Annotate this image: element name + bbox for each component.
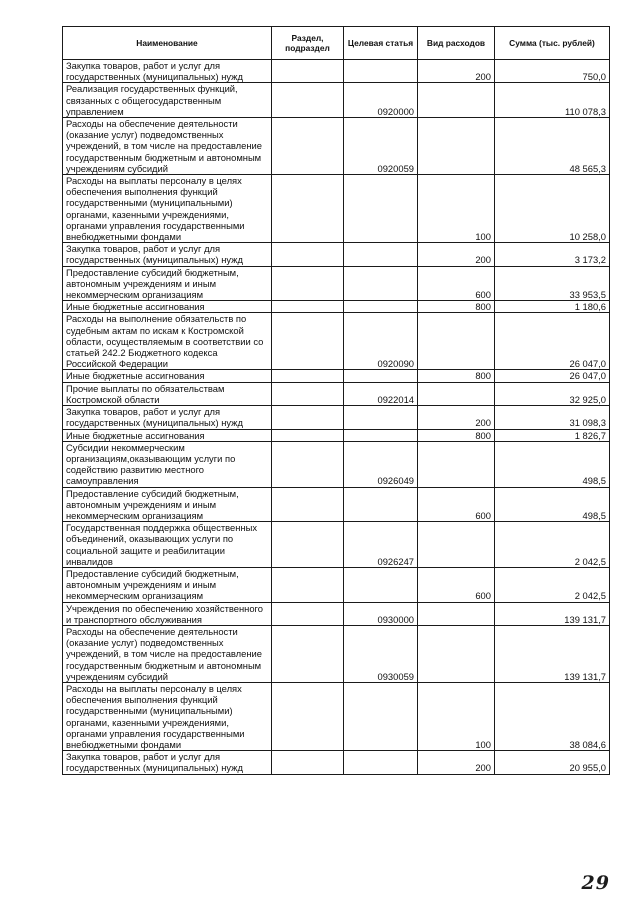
cell-name: Иные бюджетные ассигнования (63, 301, 272, 313)
table-row (63, 243, 610, 266)
header-row (63, 27, 610, 60)
cell-kind: 200 (418, 751, 495, 774)
cell-name: Иные бюджетные ассигнования (63, 429, 272, 441)
cell-article: 0920000 (344, 83, 418, 118)
cell-kind (418, 522, 495, 568)
page-number: 29 (581, 872, 610, 894)
cell-article: 0922014 (344, 382, 418, 405)
table-body (63, 60, 610, 775)
cell-sum: 498,5 (495, 487, 610, 522)
cell-article (344, 175, 418, 243)
cell-kind (418, 83, 495, 118)
cell-sum: 20 955,0 (495, 751, 610, 774)
cell-name: Закупка товаров, работ и услуг для государственных (муниципальных) нужд (63, 60, 272, 83)
cell-article (344, 370, 418, 382)
cell-kind (418, 441, 495, 487)
cell-name: Закупка товаров, работ и услуг для государственных (муниципальных) нужд (63, 243, 272, 266)
cell-kind: 800 (418, 370, 495, 382)
cell-article (344, 429, 418, 441)
cell-section (272, 625, 344, 682)
table-row (63, 83, 610, 118)
cell-name: Закупка товаров, работ и услуг для государственных (муниципальных) нужд (63, 751, 272, 774)
table-row (63, 429, 610, 441)
header-article: Целевая статья (344, 27, 418, 60)
cell-article: 0926247 (344, 522, 418, 568)
cell-name: Учреждения по обеспечению хозяйственного и транспортного обслуживания (63, 602, 272, 625)
cell-name: Государственная поддержка общественных объединений, оказывающих услуги по социальной защите и реабилитации инвалидов (63, 522, 272, 568)
cell-kind (418, 118, 495, 175)
table-row (63, 301, 610, 313)
table-row (63, 522, 610, 568)
cell-section (272, 487, 344, 522)
cell-article: 0930059 (344, 625, 418, 682)
cell-section (272, 83, 344, 118)
cell-sum: 38 084,6 (495, 682, 610, 750)
cell-sum: 32 925,0 (495, 382, 610, 405)
cell-section (272, 382, 344, 405)
cell-sum: 26 047,0 (495, 370, 610, 382)
cell-article: 0930000 (344, 602, 418, 625)
cell-sum: 1 826,7 (495, 429, 610, 441)
cell-kind: 100 (418, 175, 495, 243)
cell-article (344, 266, 418, 301)
cell-article (344, 567, 418, 602)
cell-article: 0926049 (344, 441, 418, 487)
cell-name: Прочие выплаты по обязательствам Костромской области (63, 382, 272, 405)
cell-name: Расходы на выполнение обязательств по судебным актам по искам к Костромской области, осуществляемым в соответствии со статьей 242.2 Бюджетного кодекса Российской Федерации (63, 313, 272, 370)
cell-sum: 2 042,5 (495, 522, 610, 568)
table-row (63, 406, 610, 429)
header-section: Раздел, подраздел (272, 27, 344, 60)
cell-kind (418, 382, 495, 405)
table-row (63, 487, 610, 522)
cell-section (272, 682, 344, 750)
cell-article (344, 243, 418, 266)
cell-section (272, 266, 344, 301)
cell-kind: 200 (418, 243, 495, 266)
cell-section (272, 522, 344, 568)
cell-sum: 1 180,6 (495, 301, 610, 313)
cell-sum: 31 098,3 (495, 406, 610, 429)
cell-article (344, 60, 418, 83)
cell-name: Субсидии некоммерческим организациям,оказывающим услуги по содействию развитию местного самоуправления (63, 441, 272, 487)
table-row (63, 441, 610, 487)
cell-name: Реализация государственных функций, связанных с общегосударственным управлением (63, 83, 272, 118)
table-row (63, 682, 610, 750)
cell-name: Расходы на выплаты персоналу в целях обеспечения выполнения функций государственными (муниципальными) органами, казенными учреждениями, органами управления государственными внебюджетными фондами (63, 175, 272, 243)
cell-section (272, 243, 344, 266)
cell-section (272, 370, 344, 382)
cell-sum: 750,0 (495, 60, 610, 83)
cell-article: 0920090 (344, 313, 418, 370)
cell-article (344, 301, 418, 313)
cell-kind: 600 (418, 266, 495, 301)
table-row (63, 625, 610, 682)
cell-section (272, 175, 344, 243)
cell-kind (418, 313, 495, 370)
cell-sum: 498,5 (495, 441, 610, 487)
table-row (63, 567, 610, 602)
cell-sum: 3 173,2 (495, 243, 610, 266)
cell-sum: 48 565,3 (495, 118, 610, 175)
table-row (63, 118, 610, 175)
cell-sum: 10 258,0 (495, 175, 610, 243)
cell-name: Предоставление субсидий бюджетным, автономным учреждениям и иным некоммерческим организациям (63, 266, 272, 301)
cell-kind: 100 (418, 682, 495, 750)
cell-article (344, 487, 418, 522)
cell-sum: 110 078,3 (495, 83, 610, 118)
cell-kind (418, 625, 495, 682)
cell-article: 0920059 (344, 118, 418, 175)
cell-name: Иные бюджетные ассигнования (63, 370, 272, 382)
cell-name: Закупка товаров, работ и услуг для государственных (муниципальных) нужд (63, 406, 272, 429)
table-row (63, 175, 610, 243)
table-header (63, 27, 610, 60)
cell-sum: 2 042,5 (495, 567, 610, 602)
cell-article (344, 682, 418, 750)
cell-section (272, 313, 344, 370)
header-name: Наименование (63, 27, 272, 60)
cell-kind: 600 (418, 487, 495, 522)
cell-sum: 139 131,7 (495, 625, 610, 682)
cell-sum: 33 953,5 (495, 266, 610, 301)
cell-name: Предоставление субсидий бюджетным, автономным учреждениям и иным некоммерческим организациям (63, 487, 272, 522)
cell-kind: 800 (418, 429, 495, 441)
header-sum: Сумма (тыс. рублей) (495, 27, 610, 60)
cell-section (272, 60, 344, 83)
table-row (63, 266, 610, 301)
cell-kind (418, 602, 495, 625)
cell-section (272, 751, 344, 774)
cell-kind: 800 (418, 301, 495, 313)
cell-section (272, 118, 344, 175)
cell-article (344, 751, 418, 774)
cell-sum: 139 131,7 (495, 602, 610, 625)
budget-table (62, 26, 610, 775)
cell-name: Расходы на выплаты персоналу в целях обеспечения выполнения функций государственными (муниципальными) органами, казенными учреждениями, органами управления государственными внебюджетными фондами (63, 682, 272, 750)
cell-kind: 200 (418, 406, 495, 429)
cell-name: Расходы на обеспечение деятельности (оказание услуг) подведомственных учреждений, в том числе на предоставление государственным бюджетным и автономным учреждениям субсидий (63, 118, 272, 175)
cell-sum: 26 047,0 (495, 313, 610, 370)
cell-kind: 600 (418, 567, 495, 602)
cell-name: Предоставление субсидий бюджетным, автономным учреждениям и иным некоммерческим организациям (63, 567, 272, 602)
table-row (63, 60, 610, 83)
cell-kind: 200 (418, 60, 495, 83)
table-row (63, 382, 610, 405)
cell-section (272, 406, 344, 429)
cell-section (272, 429, 344, 441)
cell-section (272, 441, 344, 487)
header-kind: Вид расходов (418, 27, 495, 60)
table-row (63, 313, 610, 370)
cell-name: Расходы на обеспечение деятельности (оказание услуг) подведомственных учреждений, в том числе на предоставление государственным бюджетным и автономным учреждениям субсидий (63, 625, 272, 682)
table-row (63, 751, 610, 774)
cell-section (272, 301, 344, 313)
table-row (63, 602, 610, 625)
cell-section (272, 602, 344, 625)
cell-article (344, 406, 418, 429)
table-row (63, 370, 610, 382)
cell-section (272, 567, 344, 602)
